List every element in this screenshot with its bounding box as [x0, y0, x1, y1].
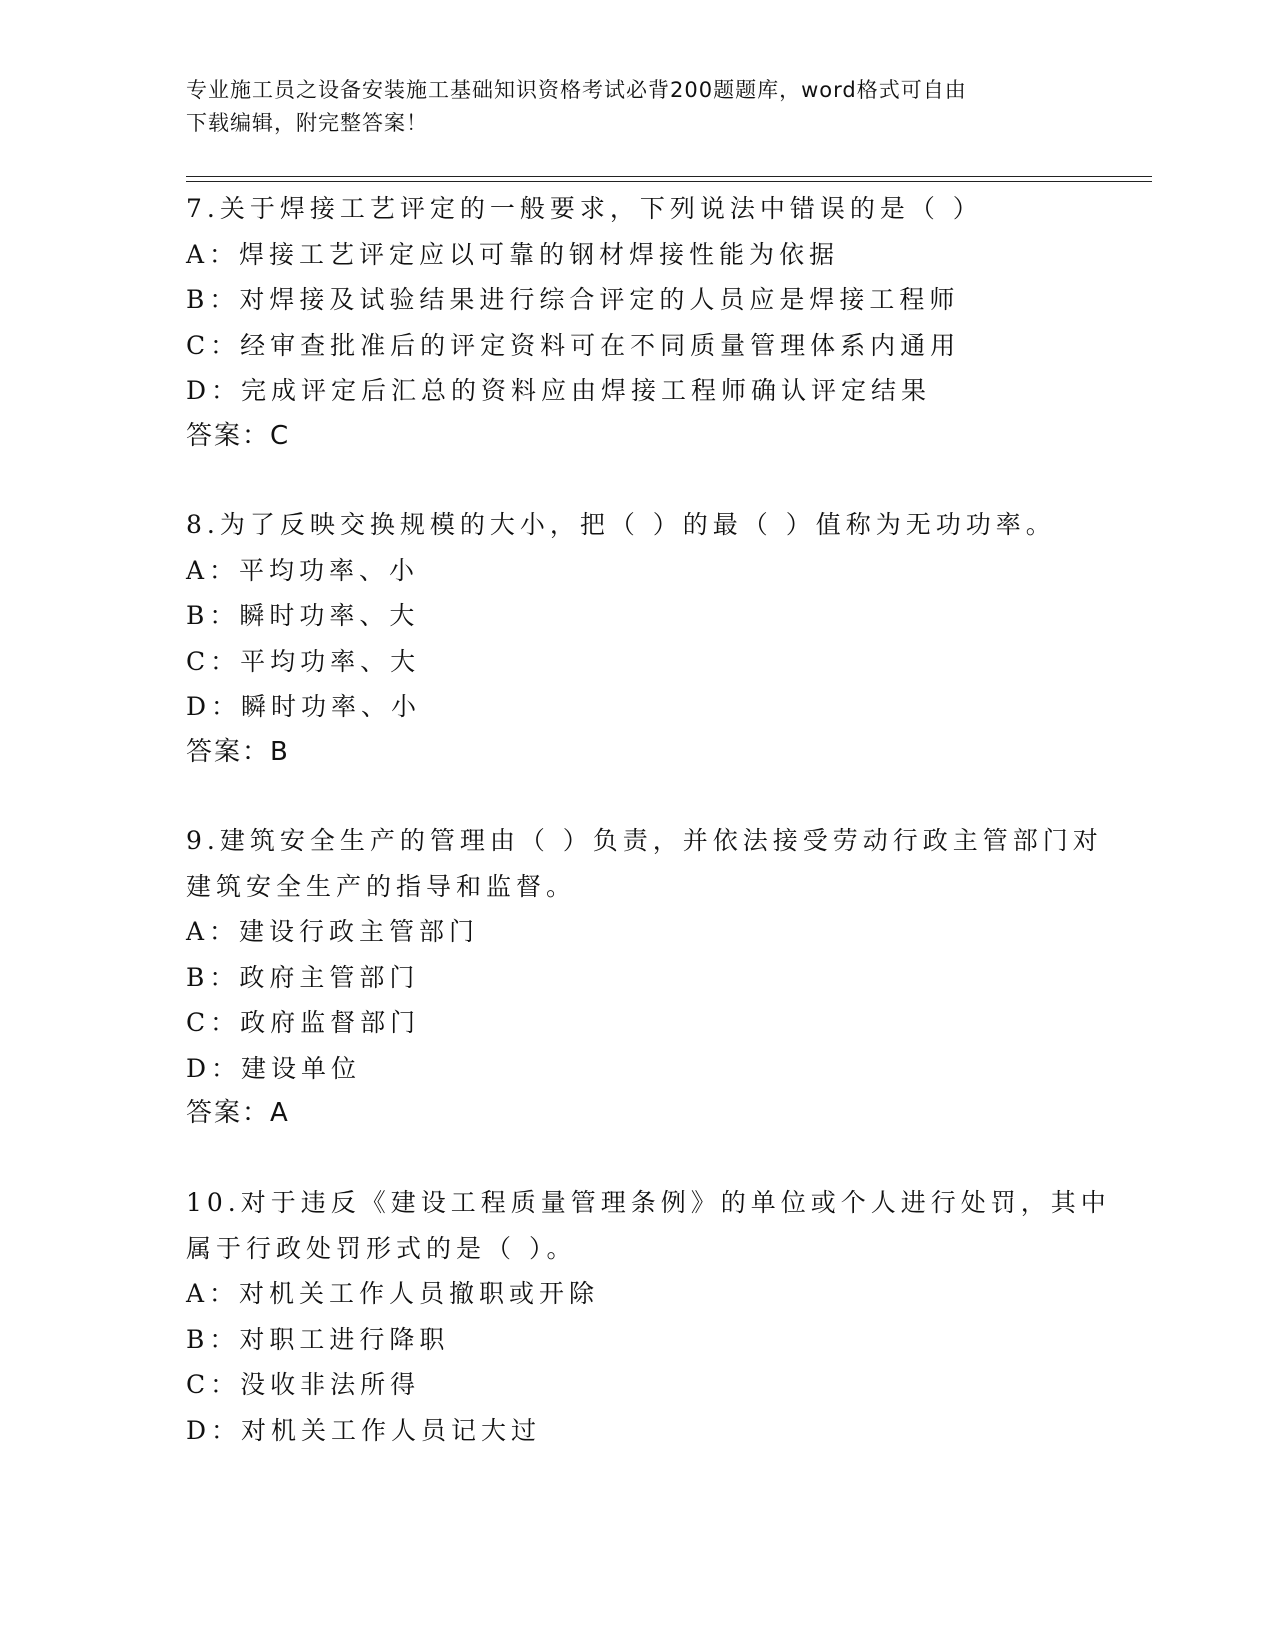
header-rule-top: [186, 176, 1152, 177]
option-c: C：没收非法所得: [186, 1370, 421, 1399]
question-7: [186, 186, 1086, 459]
question-8: [186, 502, 1086, 775]
answer: 答案：B: [186, 736, 290, 767]
question-text: 10.对于违反《建设工程质量管理条例》的单位或个人进行处罚，其中: [186, 1188, 1111, 1217]
option-a: A：建设行政主管部门: [186, 917, 480, 946]
answer: 答案：A: [186, 1098, 290, 1128]
question-text: 9.建筑安全生产的管理由（ ）负责，并依法接受劳动行政主管部门对: [186, 826, 1103, 855]
option-b: B：对焊接及试验结果进行综合评定的人员应是焊接工程师: [186, 285, 960, 314]
option-a: A：对机关工作人员撤职或开除: [186, 1279, 600, 1308]
question-10: [186, 1180, 1111, 1453]
header-line-2: 下载编辑，附完整答案！: [186, 111, 428, 135]
option-b: B：瞬时功率、大: [186, 601, 420, 630]
option-d: D：完成评定后汇总的资料应由焊接工程师确认评定结果: [186, 376, 932, 405]
option-d: D：瞬时功率、小: [186, 692, 422, 721]
option-b: B：政府主管部门: [186, 962, 420, 992]
question-9: [186, 818, 1103, 1137]
answer: 答案：C: [186, 420, 291, 451]
question-text-continued: 建筑安全生产的指导和监督。: [186, 871, 577, 901]
header-rule-bottom: [186, 181, 1152, 182]
header-line-1: 专业施工员之设备安装施工基础知识资格考试必背200题题库，word格式可自由: [186, 78, 967, 102]
option-b: B：对职工进行降职: [186, 1324, 450, 1354]
option-c: C：政府监督部门: [186, 1008, 421, 1037]
question-text: 7.关于焊接工艺评定的一般要求，下列说法中错误的是（ ）: [186, 194, 983, 223]
option-a: A：平均功率、小: [186, 555, 420, 585]
option-d: D：建设单位: [186, 1053, 362, 1083]
question-text-continued: 属于行政处罚形式的是（ ）。: [186, 1233, 577, 1263]
option-a: A：焊接工艺评定应以可靠的钢材焊接性能为依据: [186, 239, 840, 269]
document-header: [186, 74, 1086, 140]
option-d: D：对机关工作人员记大过: [186, 1415, 542, 1445]
option-c: C：经审查批准后的评定资料可在不同质量管理体系内通用: [186, 330, 961, 360]
question-text: 8.为了反映交换规模的大小，把（ ）的最（ ）值称为无功功率。: [186, 510, 1056, 539]
option-c: C：平均功率、大: [186, 646, 421, 676]
